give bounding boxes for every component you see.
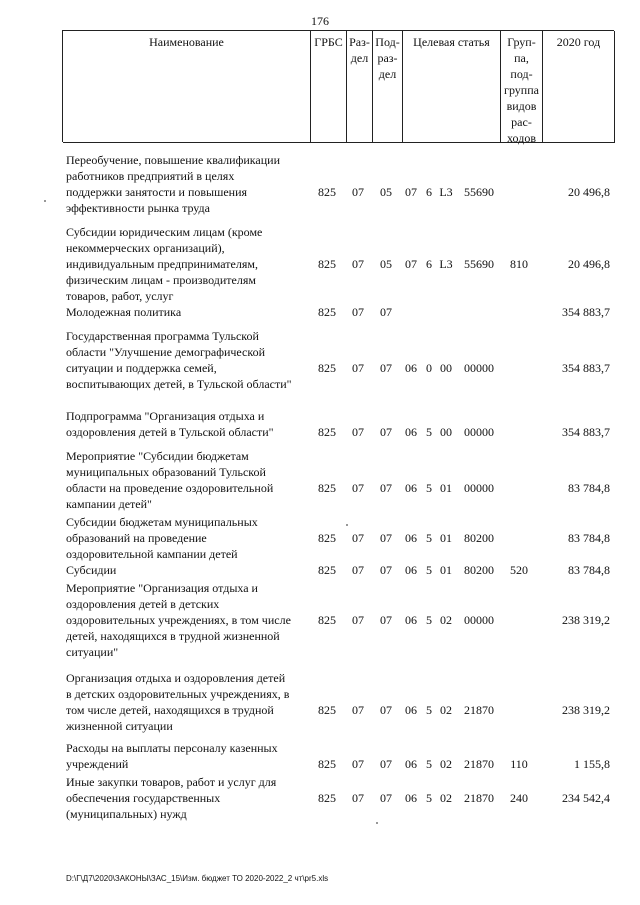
row-name-line: ситуации" xyxy=(66,645,119,659)
cell-sum: 20 496,8 xyxy=(568,185,610,199)
cell-grbs: 825 xyxy=(318,185,336,199)
row-name-line: поддержки занятости и повышения xyxy=(66,185,248,199)
cell-pr: 07 xyxy=(380,563,392,577)
row-name-line: Мероприятие "Организация отдыха и xyxy=(66,581,258,595)
cell-pr: 05 xyxy=(380,257,392,271)
cell-grbs: 825 xyxy=(318,425,336,439)
row-name xyxy=(66,304,312,320)
row-name-line: ситуации и поддержка семей, xyxy=(66,361,217,375)
cell-cs4: 21870 xyxy=(464,757,494,771)
scan-speck xyxy=(44,200,46,202)
row-name-line: товаров, работ, услуг xyxy=(66,289,174,303)
cell-sum: 234 542,4 xyxy=(562,791,610,805)
row-name-line: Субсидии юридическим лицам (кроме xyxy=(66,225,263,239)
file-path-footer: D:\Г\Д7\2020\ЗАКОНЫ\ЗАС_15\Изм. бюджет ТО 2020-2022_2 чт\pr5.xls xyxy=(66,874,329,883)
cell-pr: 07 xyxy=(380,531,392,545)
row-name xyxy=(66,408,312,440)
cell-cs3: 00 xyxy=(440,361,452,375)
cell-grbs: 825 xyxy=(318,703,336,717)
header-razdel: Раз- дел xyxy=(347,31,373,143)
row-name-line: образований на проведение xyxy=(66,531,207,545)
row-name-line: эффективности рынка труда xyxy=(66,201,210,215)
row-name-line: работников предприятий в целях xyxy=(66,169,235,183)
cell-sum: 238 319,2 xyxy=(562,613,610,627)
row-name-line: Субсидии бюджетам муниципальных xyxy=(66,515,258,529)
cell-pr: 07 xyxy=(380,791,392,805)
cell-rz: 07 xyxy=(352,481,364,495)
cell-pr: 07 xyxy=(380,757,392,771)
row-name xyxy=(66,514,312,562)
cell-grbs: 825 xyxy=(318,305,336,319)
cell-cs2: 6 xyxy=(426,257,432,271)
cell-cs3: 00 xyxy=(440,425,452,439)
row-name-line: Молодежная политика xyxy=(66,305,182,319)
row-name-line: Субсидии xyxy=(66,563,117,577)
cell-rz: 07 xyxy=(352,791,364,805)
cell-vr: 810 xyxy=(510,257,528,271)
row-name-line: Расходы на выплаты персоналу казенных xyxy=(66,741,278,755)
row-name-line: оздоровительной кампании детей xyxy=(66,547,238,561)
cell-cs3: 01 xyxy=(440,563,452,577)
cell-cs1: 07 xyxy=(405,257,417,271)
cell-grbs: 825 xyxy=(318,361,336,375)
cell-rz: 07 xyxy=(352,305,364,319)
cell-cs1: 06 xyxy=(405,361,417,375)
cell-sum: 354 883,7 xyxy=(562,425,610,439)
scan-speck xyxy=(346,524,348,526)
cell-cs1: 06 xyxy=(405,613,417,627)
cell-cs3: L3 xyxy=(439,185,453,199)
cell-cs1: 07 xyxy=(405,185,417,199)
cell-cs4: 80200 xyxy=(464,563,494,577)
row-name xyxy=(66,152,312,216)
row-name-line: физическим лицам - производителям xyxy=(66,273,256,287)
cell-sum: 354 883,7 xyxy=(562,361,610,375)
cell-grbs: 825 xyxy=(318,791,336,805)
cell-cs4: 00000 xyxy=(464,425,494,439)
row-name xyxy=(66,580,312,660)
header-name: Наименование xyxy=(63,31,311,143)
cell-grbs: 825 xyxy=(318,757,336,771)
cell-sum: 83 784,8 xyxy=(568,481,610,495)
cell-sum: 1 155,8 xyxy=(574,757,610,771)
row-name-line: Подпрограмма "Организация отдыха и xyxy=(66,409,265,423)
row-name-line: жизненной ситуации xyxy=(66,719,173,733)
cell-cs4: 55690 xyxy=(464,257,494,271)
cell-cs2: 5 xyxy=(426,425,432,439)
row-name-line: Мероприятие "Субсидии бюджетам xyxy=(66,449,249,463)
row-name-line: некоммерческих организаций), xyxy=(66,241,225,255)
cell-rz: 07 xyxy=(352,185,364,199)
row-name-line: обеспечения государственных xyxy=(66,791,221,805)
row-name-line: (муниципальных) нужд xyxy=(66,807,187,821)
cell-cs3: 02 xyxy=(440,791,452,805)
row-name-line: индивидуальным предпринимателям, xyxy=(66,257,258,271)
cell-vr: 520 xyxy=(510,563,528,577)
cell-rz: 07 xyxy=(352,257,364,271)
row-name xyxy=(66,448,312,512)
cell-rz: 07 xyxy=(352,531,364,545)
row-name-line: Переобучение, повышение квалификации xyxy=(66,153,281,167)
cell-grbs: 825 xyxy=(318,257,336,271)
row-name-line: Иные закупки товаров, работ и услуг для xyxy=(66,775,277,789)
cell-cs4: 00000 xyxy=(464,481,494,495)
cell-grbs: 825 xyxy=(318,563,336,577)
cell-grbs: 825 xyxy=(318,531,336,545)
cell-cs1: 06 xyxy=(405,481,417,495)
cell-sum: 83 784,8 xyxy=(568,531,610,545)
cell-cs1: 06 xyxy=(405,703,417,717)
row-name xyxy=(66,562,312,578)
row-name-line: в детских оздоровительных учреждениях, в xyxy=(66,687,290,701)
cell-sum: 238 319,2 xyxy=(562,703,610,717)
cell-cs3: 02 xyxy=(440,613,452,627)
cell-cs1: 06 xyxy=(405,425,417,439)
cell-cs4: 00000 xyxy=(464,613,494,627)
cell-cs2: 6 xyxy=(426,185,432,199)
row-name xyxy=(66,774,312,822)
cell-cs1: 06 xyxy=(405,563,417,577)
row-name-line: области на проведение оздоровительной xyxy=(66,481,274,495)
page-number: 176 xyxy=(311,14,329,28)
cell-rz: 07 xyxy=(352,757,364,771)
cell-cs1: 06 xyxy=(405,791,417,805)
row-name xyxy=(66,224,312,304)
row-name-line: муниципальных образований Тульской xyxy=(66,465,266,479)
row-name xyxy=(66,670,312,734)
header-grbs: ГРБС xyxy=(311,31,347,143)
row-name-line: воспитывающих детей, в Тульской области" xyxy=(66,377,292,391)
row-name-line: области "Улучшение демографической xyxy=(66,345,266,359)
cell-cs2: 5 xyxy=(426,481,432,495)
cell-pr: 07 xyxy=(380,361,392,375)
cell-cs3: L3 xyxy=(439,257,453,271)
cell-cs3: 01 xyxy=(440,531,452,545)
cell-vr: 240 xyxy=(510,791,528,805)
row-name xyxy=(66,740,312,772)
cell-cs3: 01 xyxy=(440,481,452,495)
row-name-line: кампании детей" xyxy=(66,497,152,511)
scan-speck xyxy=(376,822,378,824)
cell-grbs: 825 xyxy=(318,481,336,495)
cell-rz: 07 xyxy=(352,425,364,439)
cell-cs1: 06 xyxy=(405,531,417,545)
row-name-line: оздоровления детей в детских xyxy=(66,597,220,611)
cell-cs2: 0 xyxy=(426,361,432,375)
row-name xyxy=(66,328,312,392)
cell-vr: 110 xyxy=(510,757,528,771)
cell-sum: 354 883,7 xyxy=(562,305,610,319)
cell-cs3: 02 xyxy=(440,757,452,771)
header-podrazdel: Под- раз- дел xyxy=(373,31,403,143)
cell-cs2: 5 xyxy=(426,613,432,627)
cell-pr: 07 xyxy=(380,613,392,627)
cell-pr: 07 xyxy=(380,703,392,717)
cell-cs2: 5 xyxy=(426,791,432,805)
cell-rz: 07 xyxy=(352,613,364,627)
row-name-line: Государственная программа Тульской xyxy=(66,329,259,343)
cell-pr: 07 xyxy=(380,425,392,439)
cell-cs4: 21870 xyxy=(464,791,494,805)
row-name-line: оздоровления детей в Тульской области" xyxy=(66,425,274,439)
cell-cs3: 02 xyxy=(440,703,452,717)
cell-cs2: 5 xyxy=(426,757,432,771)
cell-pr: 05 xyxy=(380,185,392,199)
cell-pr: 07 xyxy=(380,481,392,495)
cell-cs2: 5 xyxy=(426,531,432,545)
cell-rz: 07 xyxy=(352,563,364,577)
header-year: 2020 год xyxy=(543,31,615,143)
row-name-line: детей, находящихся в трудной жизненной xyxy=(66,629,280,643)
row-name-line: учреждений xyxy=(66,757,129,771)
row-name-line: оздоровительных учреждениях, в том числе xyxy=(66,613,291,627)
cell-cs2: 5 xyxy=(426,703,432,717)
cell-cs4: 00000 xyxy=(464,361,494,375)
cell-cs1: 06 xyxy=(405,757,417,771)
cell-cs4: 21870 xyxy=(464,703,494,717)
cell-sum: 20 496,8 xyxy=(568,257,610,271)
cell-pr: 07 xyxy=(380,305,392,319)
cell-cs4: 55690 xyxy=(464,185,494,199)
cell-rz: 07 xyxy=(352,703,364,717)
cell-sum: 83 784,8 xyxy=(568,563,610,577)
table-header xyxy=(62,30,614,145)
cell-rz: 07 xyxy=(352,361,364,375)
cell-cs2: 5 xyxy=(426,563,432,577)
cell-cs4: 80200 xyxy=(464,531,494,545)
header-group: Груп- па, под- группа видов рас- ходов xyxy=(501,31,543,143)
row-name-line: Организация отдыха и оздоровления детей xyxy=(66,671,286,685)
row-name-line: том числе детей, находящихся в трудной xyxy=(66,703,274,717)
header-target: Целевая статья xyxy=(403,31,501,143)
cell-grbs: 825 xyxy=(318,613,336,627)
